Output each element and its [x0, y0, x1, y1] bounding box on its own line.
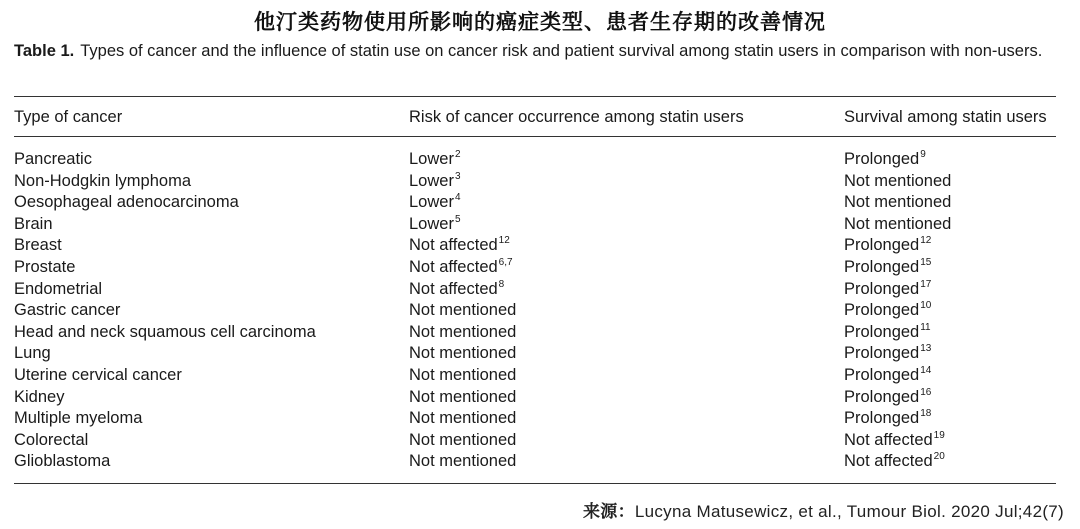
- risk-cell: [409, 214, 461, 236]
- risk-cell-text: Not mentioned: [409, 322, 517, 341]
- risk-cell-reference: 6,7: [498, 256, 513, 268]
- risk-cell-text: Not mentioned: [409, 301, 517, 320]
- cancer-type-cell: [14, 235, 62, 257]
- survival-cell-reference: 20: [933, 451, 945, 463]
- survival-cell: [844, 235, 931, 257]
- risk-cell-reference: 3: [454, 170, 461, 182]
- source-label: 来源：: [582, 502, 635, 522]
- survival-cell-reference: 11: [920, 321, 931, 333]
- survival-cell-reference: 15: [920, 256, 932, 268]
- table-row: [0, 235, 1080, 257]
- risk-cell: [409, 408, 516, 430]
- risk-cell-reference: 5: [454, 213, 461, 225]
- source-citation: [583, 497, 1064, 522]
- survival-cell-reference: 10: [920, 300, 932, 312]
- cancer-type-cell: [14, 322, 316, 344]
- top-rule: [14, 96, 1056, 97]
- table-caption: [14, 40, 1066, 63]
- survival-cell-reference: 16: [920, 386, 932, 398]
- survival-cell: [844, 300, 931, 322]
- cancer-type-cell-text: Multiple myeloma: [14, 409, 143, 428]
- survival-cell-reference: 14: [920, 364, 932, 376]
- risk-cell-text: Not affected: [409, 257, 498, 276]
- cancer-type-cell: [14, 149, 92, 171]
- cancer-type-cell-text: Brain: [14, 214, 53, 233]
- risk-cell: [409, 279, 504, 301]
- survival-cell: [844, 408, 931, 430]
- cancer-type-cell-text: Uterine cervical cancer: [14, 365, 182, 384]
- header-rule: [14, 136, 1056, 137]
- risk-cell: [409, 149, 461, 171]
- survival-cell-text: Prolonged: [844, 236, 920, 255]
- survival-cell: [844, 387, 931, 409]
- survival-cell-text: Not mentioned: [844, 171, 952, 190]
- table-row: [0, 149, 1080, 171]
- table-body: [0, 149, 1080, 473]
- survival-cell-text: Prolonged: [844, 344, 920, 363]
- survival-cell-text: Prolonged: [844, 279, 920, 298]
- risk-cell: [409, 192, 461, 214]
- header-type-of-cancer: Type of cancer: [14, 108, 123, 126]
- risk-cell-text: Not mentioned: [409, 365, 517, 384]
- chinese-title: 他汀类药物使用所影响的癌症类型、患者生存期的改善情况: [254, 10, 826, 34]
- risk-cell-text: Lower: [409, 193, 454, 212]
- survival-cell: [844, 343, 931, 365]
- survival-cell: [844, 171, 951, 193]
- survival-cell-text: Not mentioned: [844, 193, 952, 212]
- cancer-type-cell: [14, 430, 88, 452]
- risk-cell-text: Not affected: [409, 279, 498, 298]
- cancer-type-cell: [14, 300, 120, 322]
- survival-cell: [844, 192, 951, 214]
- survival-cell: [844, 279, 931, 301]
- survival-cell-text: Prolonged: [844, 257, 920, 276]
- survival-cell-reference: 18: [920, 408, 932, 420]
- cancer-type-cell: [14, 279, 102, 301]
- risk-cell-reference: 2: [454, 149, 461, 160]
- caption-text: Types of cancer and the influence of statin use on cancer risk and patient survival among statin users in comparison with non-users.: [80, 42, 1043, 60]
- cancer-type-cell-text: Colorectal: [14, 430, 89, 449]
- risk-cell-text: Not mentioned: [409, 387, 517, 406]
- cancer-type-cell: [14, 192, 239, 214]
- survival-cell-text: Prolonged: [844, 322, 920, 341]
- cancer-type-cell: [14, 171, 191, 193]
- source-text: Lucyna Matusewicz, et al., Tumour Biol. 2020 Jul;42(7): [634, 502, 1064, 521]
- header-survival: Survival among statin users: [844, 108, 1047, 126]
- survival-cell: [844, 451, 945, 473]
- table-row: [0, 300, 1080, 322]
- cancer-type-cell-text: Prostate: [14, 257, 76, 276]
- survival-cell-reference: 9: [920, 149, 926, 160]
- risk-cell-text: Not mentioned: [409, 452, 517, 471]
- table-row: [0, 257, 1080, 279]
- table-row: [0, 387, 1080, 409]
- table-row: [0, 365, 1080, 387]
- cancer-type-cell: [14, 214, 53, 236]
- cancer-type-cell-text: Glioblastoma: [14, 452, 111, 471]
- table-row: [0, 214, 1080, 236]
- survival-cell: [844, 322, 931, 344]
- risk-cell-text: Not affected: [409, 236, 498, 255]
- risk-cell-text: Lower: [409, 150, 454, 168]
- risk-cell-text: Not mentioned: [409, 344, 517, 363]
- risk-cell-text: Lower: [409, 214, 454, 233]
- cancer-type-cell: [14, 451, 110, 473]
- risk-cell-text: Not mentioned: [409, 430, 517, 449]
- cancer-type-cell-text: Oesophageal adenocarcinoma: [14, 193, 239, 212]
- cancer-type-cell-text: Lung: [14, 344, 51, 363]
- table-row: [0, 322, 1080, 344]
- risk-cell: [409, 171, 461, 193]
- risk-cell: [409, 322, 516, 344]
- table-row: [0, 430, 1080, 452]
- cancer-type-cell-text: Gastric cancer: [14, 301, 121, 320]
- survival-cell-reference: 17: [920, 278, 932, 290]
- survival-cell-reference: 19: [933, 429, 945, 441]
- header-risk: Risk of cancer occurrence among statin users: [409, 108, 744, 126]
- cancer-type-cell-text: Breast: [14, 236, 62, 255]
- risk-cell: [409, 451, 516, 473]
- table-row: [0, 408, 1080, 430]
- risk-cell: [409, 235, 510, 257]
- cancer-type-cell-text: Kidney: [14, 387, 65, 406]
- survival-cell-reference: 13: [920, 343, 932, 355]
- risk-cell: [409, 387, 516, 409]
- risk-cell-reference: 8: [498, 278, 505, 290]
- risk-cell: [409, 300, 516, 322]
- survival-cell: [844, 430, 945, 452]
- bottom-rule: [14, 483, 1056, 484]
- risk-cell-reference: 4: [454, 192, 461, 204]
- cancer-type-cell-text: Head and neck squamous cell carcinoma: [14, 322, 316, 341]
- survival-cell-text: Prolonged: [844, 365, 920, 384]
- cancer-type-cell-text: Non-Hodgkin lymphoma: [14, 171, 191, 190]
- risk-cell: [409, 430, 516, 452]
- risk-cell-text: Lower: [409, 171, 454, 190]
- cancer-type-cell: [14, 408, 142, 430]
- cancer-type-cell: [14, 387, 64, 409]
- survival-cell-text: Prolonged: [844, 409, 920, 428]
- survival-cell: [844, 365, 931, 387]
- survival-cell-text: Not mentioned: [844, 214, 952, 233]
- risk-cell: [409, 343, 516, 365]
- table-row: [0, 451, 1080, 473]
- survival-cell-text: Prolonged: [844, 301, 920, 320]
- survival-cell: [844, 257, 931, 279]
- risk-cell: [409, 365, 516, 387]
- survival-cell-reference: 12: [920, 235, 932, 247]
- table-row: [0, 171, 1080, 193]
- risk-cell-reference: 12: [498, 235, 510, 247]
- table-row: [0, 343, 1080, 365]
- survival-cell-text: Not affected: [844, 452, 933, 471]
- cancer-type-cell: [14, 257, 75, 279]
- cancer-type-cell: [14, 343, 51, 365]
- cancer-type-cell-text: Pancreatic: [14, 150, 92, 168]
- risk-cell: [409, 257, 513, 279]
- cancer-type-cell: [14, 365, 182, 387]
- risk-cell-text: Not mentioned: [409, 409, 517, 428]
- survival-cell-text: Prolonged: [844, 150, 920, 168]
- table-row: [0, 279, 1080, 301]
- table-row: [0, 192, 1080, 214]
- survival-cell-text: Prolonged: [844, 387, 920, 406]
- survival-cell: [844, 149, 926, 171]
- survival-cell-text: Not affected: [844, 430, 933, 449]
- survival-cell: [844, 214, 951, 236]
- cancer-type-cell-text: Endometrial: [14, 279, 103, 298]
- table-label: Table 1.: [14, 42, 75, 60]
